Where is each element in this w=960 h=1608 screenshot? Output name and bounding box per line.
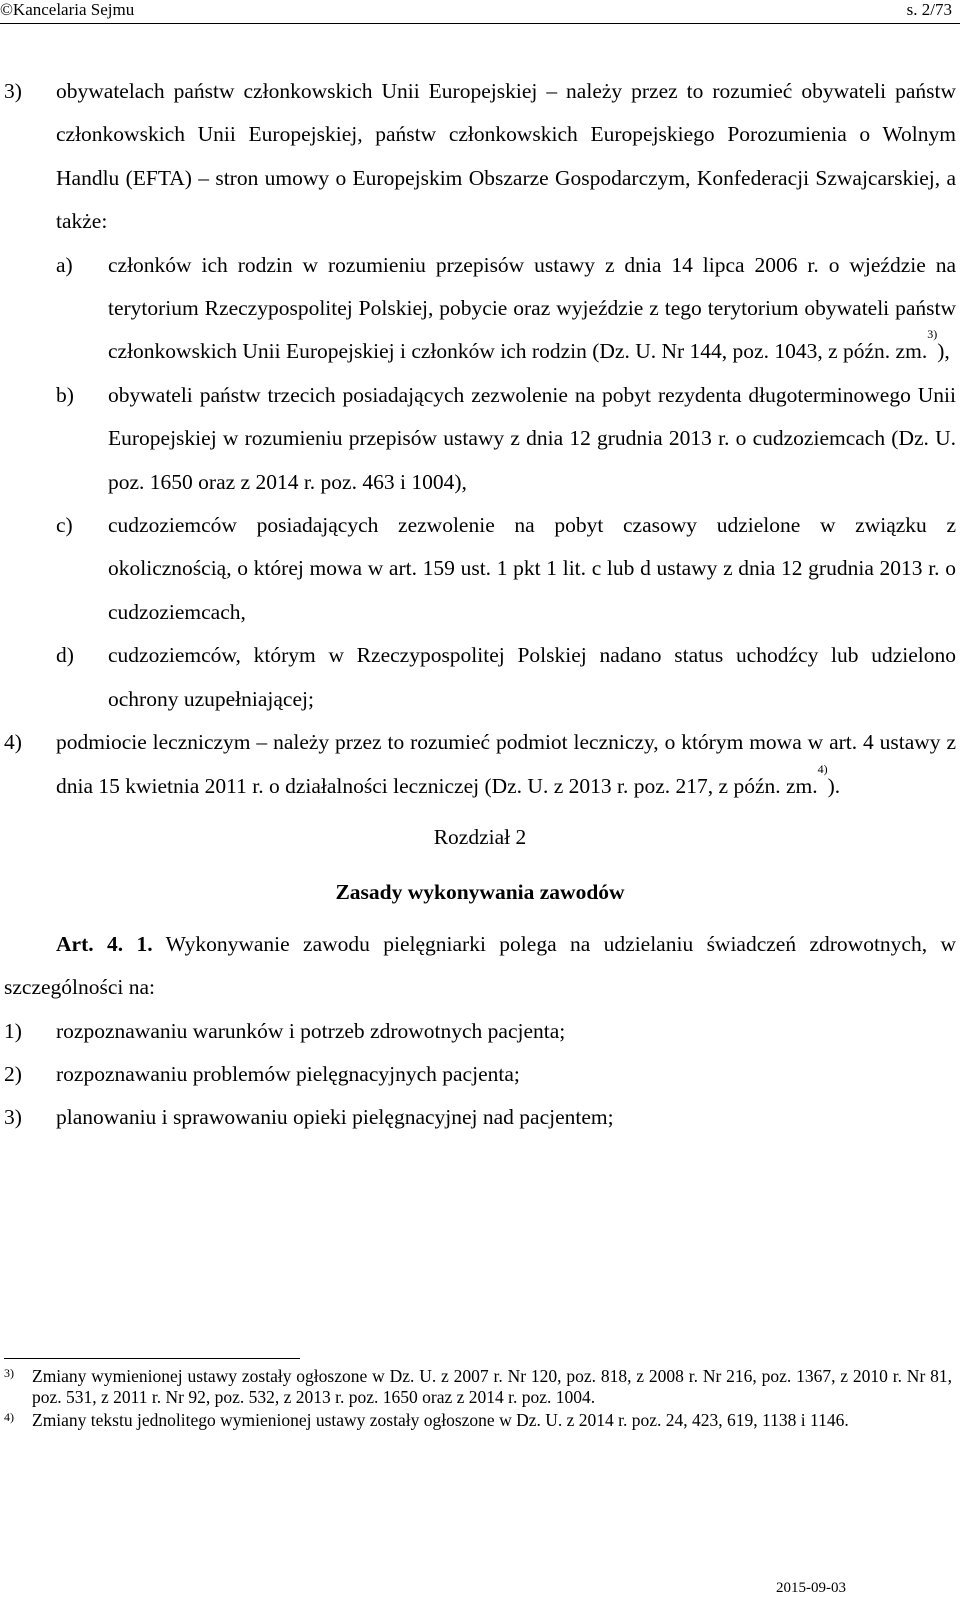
- sub-text-main: członków ich rodzin w rozumieniu przepisów ustawy z dnia 14 lipca 2006 r. o wjeździe na terytorium Rzeczypospolitej Polskiej, pobycie oraz wyjeździe z tego terytorium obywateli państw członkowskich Unii Europejskiej i członków ich rodzin (Dz. U. Nr 144, poz. 1043, z późn. zm.: [108, 252, 956, 364]
- sub-label: d): [56, 643, 74, 668]
- sub-text-tail: ),: [937, 339, 950, 364]
- sub-label: b): [56, 382, 74, 407]
- sub-item-c: [56, 504, 956, 634]
- list-text-tail: ).: [827, 773, 841, 798]
- header-source: ©Kancelaria Sejmu: [0, 0, 135, 19]
- article-label: Art. 4. 1.: [56, 931, 153, 956]
- article-item-1: [4, 1010, 956, 1053]
- footnote: [4, 1366, 952, 1408]
- sub-text: cudzoziemców posiadających zezwolenie na pobyt czasowy udzielone w związku z okolicznością, o której mowa w art. 159 ust. 1 pkt 1 lit. c lub d ustawy z dnia 12 grudnia 2013 r. o cudzoziemcach,: [108, 513, 956, 624]
- sub-item-d: [56, 634, 956, 721]
- footnote-text: Zmiany tekstu jednolitego wymienionej ustawy zostały ogłoszone w Dz. U. z 2014 r. poz. 24, 423, 619, 1138 i 1146.: [32, 1410, 849, 1431]
- footer-date: 2015-09-03: [776, 1580, 846, 1596]
- footnote-separator: [4, 1358, 300, 1359]
- article-4: [4, 923, 956, 1010]
- page-header: [0, 0, 960, 24]
- list-label: 3): [4, 1105, 22, 1130]
- sub-text: [108, 244, 956, 374]
- list-text: obywatelach państw członkowskich Unii Europejskiej – należy przez to rozumieć obywateli państw członkowskich Unii Europejskiej, państw członkowskich Europejskiego Porozumienia o Wolnym Handlu (EFTA) – stron umowy o Europejskim Obszarze Gospodarczym, Konfederacji Szwajcarskiej, a także:: [56, 79, 956, 234]
- list-text: [56, 721, 956, 808]
- list-text: rozpoznawaniu warunków i potrzeb zdrowotnych pacjenta;: [56, 1018, 566, 1043]
- footnote-text: Zmiany wymienionej ustawy zostały ogłoszone w Dz. U. z 2007 r. Nr 120, poz. 818, z 2008 r. Nr 216, poz. 1367, z 2010 r. Nr 81, poz. 531, z 2011 r. Nr 92, poz. 532, z 2013 r. poz. 1650 oraz z 2014 r. poz. 1004.: [32, 1366, 952, 1408]
- article-text: Wykonywanie zawodu pielęgniarki polega na udzielaniu świadczeń zdrowotnych, w szczególności na:: [4, 931, 956, 1000]
- footnote-ref: 3): [927, 327, 938, 342]
- sub-label: a): [56, 252, 73, 277]
- list-label: 4): [4, 730, 22, 755]
- list-label: 3): [4, 79, 22, 103]
- chapter-number: Rozdział 2: [433, 824, 527, 849]
- footnote: [4, 1410, 952, 1431]
- list-text: planowaniu i sprawowaniu opieki pielęgnacyjnej nad pacjentem;: [56, 1105, 614, 1130]
- list-item-4: [4, 721, 956, 808]
- list-text: rozpoznawaniu problemów pielęgnacyjnych pacjenta;: [56, 1061, 520, 1086]
- list-item-3: [4, 70, 956, 244]
- sub-item-b: [56, 374, 956, 504]
- footnotes: [4, 1366, 952, 1434]
- sub-text: cudzoziemców, którym w Rzeczypospolitej Polskiej nadano status uchodźcy lub udzielono ochrony uzupełniającej;: [108, 643, 956, 711]
- sub-item-a: [56, 244, 956, 374]
- footnote-label: 3): [4, 1366, 14, 1380]
- sub-label: c): [56, 513, 73, 538]
- article-item-3: [4, 1096, 956, 1139]
- sub-text: obywateli państw trzecich posiadających zezwolenie na pobyt rezydenta długoterminowego Unii Europejskiej w rozumieniu przepisów ustawy z dnia 12 grudnia 2013 r. o cudzoziemcach (Dz. U. poz. 1650 oraz z 2014 r. poz. 463 i 1004),: [108, 382, 956, 494]
- list-label: 1): [4, 1018, 22, 1043]
- list-label: 2): [4, 1061, 22, 1086]
- article-item-2: [4, 1053, 956, 1096]
- page-number: s. 2/73: [906, 0, 952, 19]
- footnote-ref: 4): [817, 761, 828, 776]
- footnote-label: 4): [4, 1410, 14, 1425]
- chapter-title: Zasady wykonywania zawodów: [335, 880, 625, 905]
- list-text-main: podmiocie leczniczym – należy przez to rozumieć podmiot leczniczy, o którym mowa w art. 4 ustawy z dnia 15 kwietnia 2011 r. o działalności leczniczej (Dz. U. z 2013 r. poz. 217, z późn. zm.: [56, 730, 956, 798]
- document-body: [4, 70, 956, 1140]
